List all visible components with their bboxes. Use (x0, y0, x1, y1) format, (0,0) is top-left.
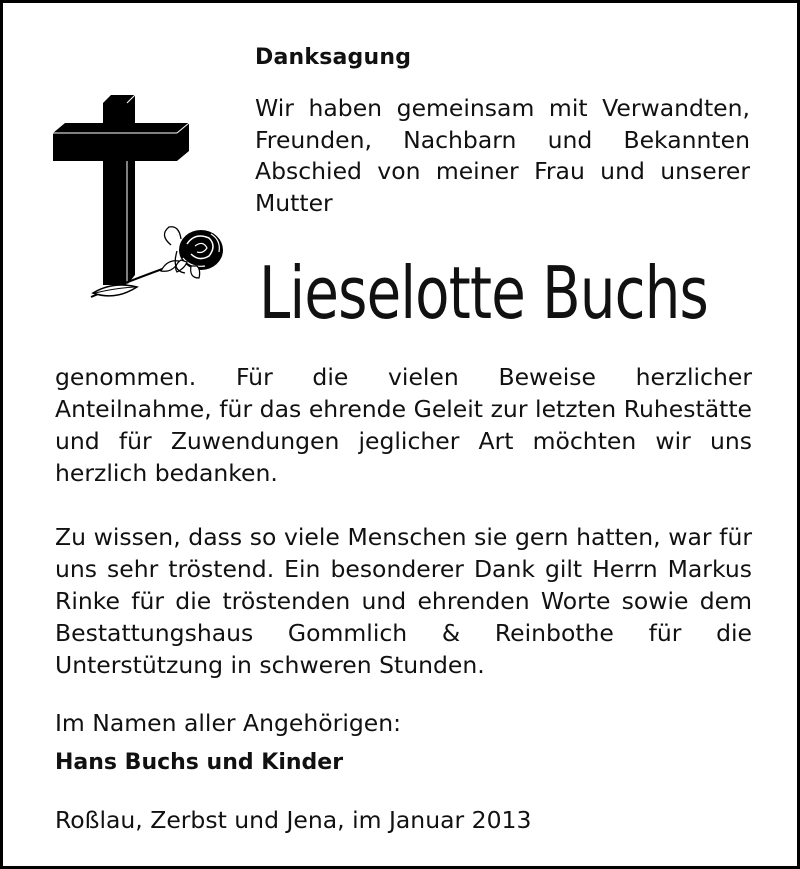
deceased-name: Lieselotte Buchs (259, 251, 709, 335)
notice-heading: Danksagung (255, 45, 412, 70)
place-date: Roßlau, Zerbst und Jena, im Januar 2013 (55, 806, 532, 834)
signature: Hans Buchs und Kinder (55, 750, 344, 775)
cross-icon (51, 75, 236, 310)
acknowledgement-paragraph: Zu wissen, dass so viele Menschen sie gern hatten, war für uns sehr tröstend. Ein besonderer Dank gilt Herrn Markus Rinke für die tröstenden und ehrenden Worte sowie dem Bestattungshaus Gommlich & Reinbothe für die Unterstützung in schweren Stunden. (55, 523, 752, 679)
intro-text: Wir haben gemeinsam mit Verwandten, Freunden, Nachbarn und Bekannten Abschied von meiner Frau und unserer Mutter (255, 94, 750, 217)
thanks-paragraph: genommen. Für die vielen Beweise herzlicher Anteilnahme, für das ehrende Geleit zur letzten Ruhestätte und für Zuwendungen jeglicher Art möchten wir uns herzlich bedanken. (55, 363, 752, 487)
closing-line: Im Namen aller Angehörigen: (55, 709, 402, 737)
